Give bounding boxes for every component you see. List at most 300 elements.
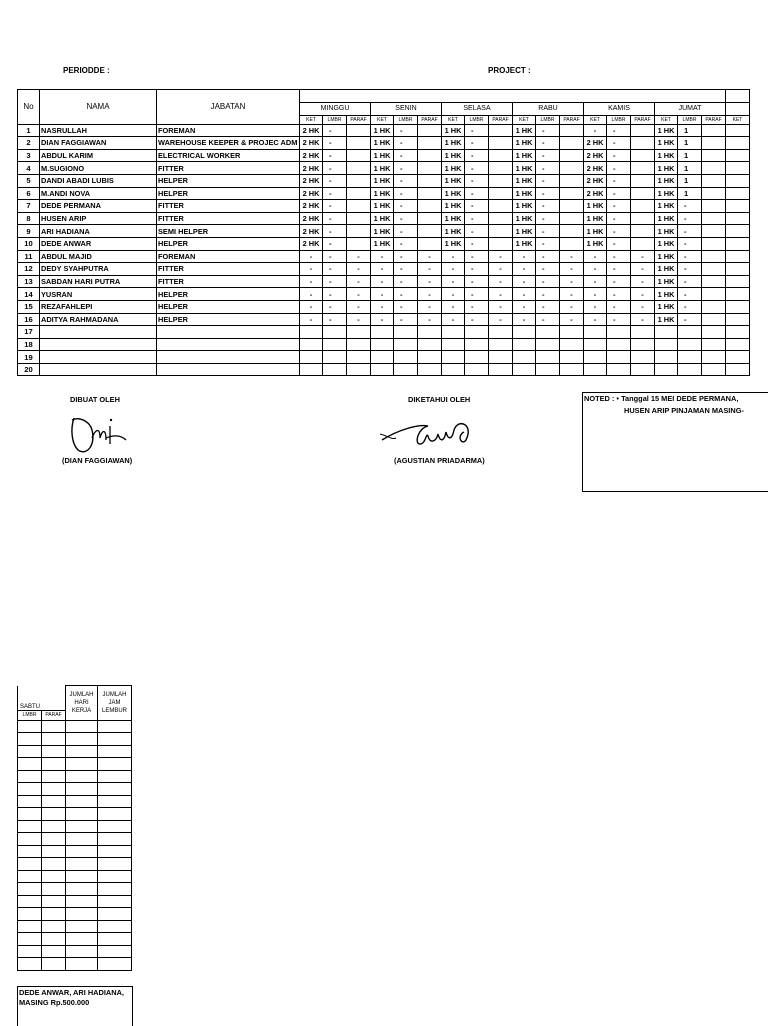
ket-cell: - <box>584 124 607 137</box>
paraf-cell: - <box>560 275 584 288</box>
ket-cell: 1 HK <box>655 162 678 175</box>
employee-name: ARI HADIANA <box>40 225 157 238</box>
lembur-cell: - <box>465 212 489 225</box>
ket-cell-extra <box>726 187 750 200</box>
ket-cell: 1 HK <box>655 124 678 137</box>
summary-cell <box>66 933 98 946</box>
row-number: 9 <box>18 225 40 238</box>
employee-name <box>40 326 157 339</box>
summary-cell <box>42 895 66 908</box>
ket-cell <box>371 338 394 351</box>
table-row <box>18 149 750 162</box>
employee-name: ABDUL KARIM <box>40 149 157 162</box>
lembur-cell: - <box>394 149 418 162</box>
paraf-cell: - <box>347 275 371 288</box>
paraf-cell <box>702 124 726 137</box>
employee-position: SEMI HELPER <box>157 225 300 238</box>
summary-cell <box>18 795 42 808</box>
paraf-cell <box>489 187 513 200</box>
lembur-cell: - <box>607 263 631 276</box>
summary-cell <box>18 745 42 758</box>
lembur-cell: - <box>607 275 631 288</box>
paraf-cell <box>560 326 584 339</box>
paraf-cell <box>489 162 513 175</box>
ket-cell: 1 HK <box>513 149 536 162</box>
ket-cell-extra <box>726 149 750 162</box>
ket-cell: 1 HK <box>371 200 394 213</box>
lembur-cell: - <box>678 237 702 250</box>
lembur-cell <box>465 363 489 376</box>
summary-cell <box>66 795 98 808</box>
summary-cell <box>18 883 42 896</box>
ket-cell: 1 HK <box>442 187 465 200</box>
summary-cell <box>18 933 42 946</box>
table-row <box>18 745 132 758</box>
paraf-cell: - <box>489 288 513 301</box>
lembur-cell: - <box>323 124 347 137</box>
paraf-cell <box>418 326 442 339</box>
noted-line1: NOTED : • Tanggal 15 MEI DEDE PERMANA, <box>584 394 739 403</box>
lembur-cell: - <box>678 225 702 238</box>
ket-cell: 2 HK <box>300 124 323 137</box>
ket-cell: - <box>371 313 394 326</box>
lembur-cell: - <box>607 300 631 313</box>
summary-cell <box>42 958 66 971</box>
summary-cell <box>66 720 98 733</box>
ket-cell: 1 HK <box>371 187 394 200</box>
summary-cell <box>66 745 98 758</box>
paraf-cell <box>560 200 584 213</box>
paraf-cell: - <box>347 250 371 263</box>
lembur-cell: - <box>323 300 347 313</box>
paraf-cell: - <box>560 263 584 276</box>
paraf-cell <box>347 338 371 351</box>
day-header: SENIN <box>371 103 442 116</box>
bottom-note-line2: MASING Rp.500.000 <box>19 998 90 1007</box>
ket-cell: 1 HK <box>584 225 607 238</box>
paraf-cell <box>418 225 442 238</box>
lembur-cell: - <box>607 288 631 301</box>
summary-cell <box>66 895 98 908</box>
paraf-cell: - <box>489 275 513 288</box>
row-number: 15 <box>18 300 40 313</box>
row-number: 16 <box>18 313 40 326</box>
row-number: 3 <box>18 149 40 162</box>
summary-cell <box>42 833 66 846</box>
lembur-cell: - <box>536 162 560 175</box>
ket-cell: - <box>584 275 607 288</box>
ket-cell: 1 HK <box>655 200 678 213</box>
ket-cell: - <box>584 263 607 276</box>
paraf-cell <box>489 174 513 187</box>
paraf-cell <box>489 200 513 213</box>
ket-cell: 1 HK <box>442 124 465 137</box>
ket-cell-extra <box>726 225 750 238</box>
summary-cell <box>66 845 98 858</box>
paraf-cell <box>702 326 726 339</box>
lembur-cell: - <box>394 174 418 187</box>
ket-cell: 2 HK <box>300 212 323 225</box>
summary-cell <box>66 758 98 771</box>
ket-cell: - <box>442 313 465 326</box>
lembur-cell: - <box>536 200 560 213</box>
employee-position: FITTER <box>157 212 300 225</box>
table-row <box>18 833 132 846</box>
ket-cell: 1 HK <box>371 225 394 238</box>
header-sabtu: SABTU <box>18 686 66 711</box>
paraf-cell <box>347 162 371 175</box>
lembur-cell: 1 <box>678 162 702 175</box>
ket-cell-extra <box>726 288 750 301</box>
ket-cell <box>584 363 607 376</box>
summary-cell <box>42 783 66 796</box>
ket-cell: 1 HK <box>655 137 678 150</box>
paraf-cell <box>702 162 726 175</box>
table-row <box>18 200 750 213</box>
ket-cell: - <box>300 288 323 301</box>
lembur-cell <box>607 351 631 364</box>
paraf-cell <box>702 338 726 351</box>
lembur-cell: - <box>678 275 702 288</box>
paraf-cell <box>418 137 442 150</box>
attendance-table <box>17 89 750 376</box>
summary-cell <box>66 945 98 958</box>
employee-name: HUSEN ARIP <box>40 212 157 225</box>
lembur-cell: - <box>678 250 702 263</box>
lembur-cell: - <box>465 124 489 137</box>
paraf-cell: - <box>418 313 442 326</box>
summary-cell <box>66 858 98 871</box>
row-number: 2 <box>18 137 40 150</box>
lembur-cell: - <box>323 237 347 250</box>
employee-position <box>157 351 300 364</box>
diketahui-oleh-label: DIKETAHUI OLEH <box>408 395 471 404</box>
sub-header: LMBR <box>536 115 560 124</box>
row-number: 6 <box>18 187 40 200</box>
lembur-cell: - <box>465 174 489 187</box>
summary-cell <box>66 808 98 821</box>
lembur-cell <box>394 326 418 339</box>
summary-cell <box>18 920 42 933</box>
ket-cell: 1 HK <box>371 212 394 225</box>
sub-header: PARAF <box>631 115 655 124</box>
summary-cell <box>18 895 42 908</box>
summary-cell <box>66 883 98 896</box>
sub-header: LMBR <box>394 115 418 124</box>
paraf-cell <box>702 250 726 263</box>
table-row <box>18 162 750 175</box>
ket-cell: 1 HK <box>513 237 536 250</box>
ket-cell: 1 HK <box>584 237 607 250</box>
lembur-cell: - <box>465 250 489 263</box>
ket-cell: 1 HK <box>655 187 678 200</box>
bottom-note <box>17 986 133 1026</box>
ket-cell-extra <box>726 250 750 263</box>
lembur-cell: - <box>465 288 489 301</box>
ket-cell: 1 HK <box>655 212 678 225</box>
summary-cell <box>66 833 98 846</box>
project-label: PROJECT : <box>488 66 531 75</box>
summary-cell <box>18 958 42 971</box>
paraf-cell <box>418 124 442 137</box>
paraf-cell <box>347 351 371 364</box>
employee-name: ADITYA RAHMADANA <box>40 313 157 326</box>
paraf-cell <box>489 124 513 137</box>
ket-cell <box>371 363 394 376</box>
summary-cell <box>42 808 66 821</box>
paraf-cell <box>702 225 726 238</box>
table-row <box>18 933 132 946</box>
table-row <box>18 300 750 313</box>
employee-name: M.ANDI NOVA <box>40 187 157 200</box>
row-number: 10 <box>18 237 40 250</box>
ket-cell: 1 HK <box>442 200 465 213</box>
table-row <box>18 351 750 364</box>
summary-cell <box>42 745 66 758</box>
summary-cell <box>18 908 42 921</box>
employee-name: DEDE PERMANA <box>40 200 157 213</box>
employee-position <box>157 338 300 351</box>
paraf-cell <box>702 137 726 150</box>
paraf-cell <box>560 351 584 364</box>
ket-cell: 1 HK <box>442 149 465 162</box>
lembur-cell: - <box>394 212 418 225</box>
paraf-cell <box>489 225 513 238</box>
lembur-cell: - <box>394 124 418 137</box>
ket-cell <box>584 338 607 351</box>
day-header: JUMAT <box>655 103 726 116</box>
summary-cell <box>98 933 132 946</box>
ket-cell <box>584 326 607 339</box>
lembur-cell: - <box>607 237 631 250</box>
paraf-cell <box>418 149 442 162</box>
lembur-cell: 1 <box>678 149 702 162</box>
lembur-cell: - <box>394 263 418 276</box>
ket-cell: - <box>300 250 323 263</box>
paraf-cell <box>631 137 655 150</box>
table-row <box>18 250 750 263</box>
ket-cell: 2 HK <box>584 162 607 175</box>
summary-cell <box>98 833 132 846</box>
paraf-cell: - <box>489 263 513 276</box>
ket-cell: 1 HK <box>371 162 394 175</box>
lembur-cell: - <box>465 237 489 250</box>
paraf-cell <box>560 124 584 137</box>
paraf-cell <box>347 212 371 225</box>
lembur-cell: - <box>323 137 347 150</box>
ket-cell <box>300 338 323 351</box>
lembur-cell <box>678 351 702 364</box>
ket-cell: 1 HK <box>371 137 394 150</box>
ket-cell: 1 HK <box>513 225 536 238</box>
ket-cell: - <box>584 300 607 313</box>
ket-cell: 1 HK <box>442 212 465 225</box>
ket-cell: 1 HK <box>442 137 465 150</box>
row-number: 5 <box>18 174 40 187</box>
lembur-cell: - <box>323 149 347 162</box>
paraf-cell <box>702 174 726 187</box>
lembur-cell <box>678 363 702 376</box>
paraf-cell <box>347 237 371 250</box>
summary-cell <box>98 895 132 908</box>
ket-cell: - <box>584 250 607 263</box>
table-row <box>18 908 132 921</box>
lembur-cell: - <box>607 149 631 162</box>
ket-cell <box>442 326 465 339</box>
summary-cell <box>98 783 132 796</box>
ket-cell: 2 HK <box>300 162 323 175</box>
paraf-cell: - <box>631 288 655 301</box>
employee-name: NASRULLAH <box>40 124 157 137</box>
summary-cell <box>98 958 132 971</box>
ket-cell: - <box>584 288 607 301</box>
ket-cell: 1 HK <box>655 225 678 238</box>
lembur-cell: - <box>607 187 631 200</box>
employee-position: ELECTRICAL WORKER <box>157 149 300 162</box>
ket-cell <box>371 351 394 364</box>
paraf-cell <box>418 162 442 175</box>
lembur-cell: - <box>607 250 631 263</box>
lembur-cell: - <box>678 263 702 276</box>
lembur-cell: - <box>465 162 489 175</box>
sub-header: KET <box>371 115 394 124</box>
lembur-cell: - <box>607 212 631 225</box>
summary-cell <box>18 758 42 771</box>
ket-cell-extra <box>726 137 750 150</box>
employee-position: FOREMAN <box>157 250 300 263</box>
paraf-cell <box>560 162 584 175</box>
ket-cell: 1 HK <box>655 263 678 276</box>
ket-cell-extra <box>726 363 750 376</box>
employee-name: DEDE ANWAR <box>40 237 157 250</box>
employee-name <box>40 338 157 351</box>
employee-position: FITTER <box>157 162 300 175</box>
employee-position <box>157 326 300 339</box>
ket-cell: 1 HK <box>655 174 678 187</box>
header-jumlah-hari-kerja: JUMLAH HARI KERJA <box>66 686 98 721</box>
lembur-cell: - <box>323 275 347 288</box>
table-row <box>18 920 132 933</box>
signature-dian <box>66 408 130 456</box>
lembur-cell: - <box>607 137 631 150</box>
lembur-cell <box>536 326 560 339</box>
ket-cell: 1 HK <box>442 174 465 187</box>
lembur-cell <box>536 338 560 351</box>
ket-cell <box>513 326 536 339</box>
ket-cell: - <box>442 300 465 313</box>
paraf-cell <box>631 351 655 364</box>
signature-agustian <box>378 414 490 450</box>
ket-cell: - <box>513 263 536 276</box>
paraf-cell <box>702 149 726 162</box>
employee-position: FITTER <box>157 263 300 276</box>
lembur-cell: - <box>465 300 489 313</box>
header-sabtu-lmbr: LMBR <box>18 710 42 720</box>
lembur-cell: - <box>607 174 631 187</box>
ket-cell: - <box>513 300 536 313</box>
paraf-cell <box>702 351 726 364</box>
paraf-cell: - <box>418 250 442 263</box>
header-jabatan: JABATAN <box>157 90 300 125</box>
summary-cell <box>42 908 66 921</box>
lembur-cell: - <box>394 275 418 288</box>
summary-cell <box>98 820 132 833</box>
row-number: 8 <box>18 212 40 225</box>
lembur-cell: - <box>323 250 347 263</box>
ket-cell-extra <box>726 326 750 339</box>
ket-cell-extra <box>726 124 750 137</box>
ket-cell-extra <box>726 162 750 175</box>
paraf-cell <box>631 338 655 351</box>
summary-cell <box>18 820 42 833</box>
diketahui-name: (AGUSTIAN PRIADARMA) <box>394 456 485 465</box>
header-sabtu-paraf: PARAF <box>42 710 66 720</box>
employee-position: HELPER <box>157 187 300 200</box>
sub-header: LMBR <box>323 115 347 124</box>
ket-cell-extra <box>726 300 750 313</box>
ket-cell: 1 HK <box>513 200 536 213</box>
paraf-cell <box>702 313 726 326</box>
paraf-cell <box>418 363 442 376</box>
lembur-cell: - <box>536 225 560 238</box>
table-row <box>18 137 750 150</box>
paraf-cell <box>702 363 726 376</box>
paraf-cell <box>560 187 584 200</box>
paraf-cell <box>489 149 513 162</box>
lembur-cell <box>394 363 418 376</box>
table-row <box>18 326 750 339</box>
summary-cell <box>18 783 42 796</box>
paraf-cell <box>347 326 371 339</box>
paraf-cell: - <box>489 300 513 313</box>
sub-header: PARAF <box>560 115 584 124</box>
summary-cell <box>66 958 98 971</box>
paraf-cell <box>347 363 371 376</box>
table-row <box>18 263 750 276</box>
paraf-cell: - <box>418 275 442 288</box>
paraf-cell: - <box>560 300 584 313</box>
ket-cell: 1 HK <box>513 124 536 137</box>
ket-cell: - <box>300 313 323 326</box>
paraf-cell <box>560 174 584 187</box>
ket-cell <box>442 351 465 364</box>
lembur-cell: - <box>536 275 560 288</box>
summary-cell <box>18 945 42 958</box>
ket-cell <box>300 326 323 339</box>
sub-header: PARAF <box>489 115 513 124</box>
summary-cell <box>66 783 98 796</box>
employee-position: HELPER <box>157 174 300 187</box>
paraf-cell <box>418 237 442 250</box>
ket-cell: 1 HK <box>655 275 678 288</box>
employee-name: ABDUL MAJID <box>40 250 157 263</box>
paraf-cell <box>631 187 655 200</box>
paraf-cell: - <box>631 275 655 288</box>
lembur-cell: - <box>394 300 418 313</box>
ket-cell: 1 HK <box>442 237 465 250</box>
sub-header: KET <box>655 115 678 124</box>
paraf-cell <box>489 212 513 225</box>
sub-header: KET <box>442 115 465 124</box>
employee-name: M.SUGIONO <box>40 162 157 175</box>
ket-cell: 1 HK <box>584 212 607 225</box>
paraf-cell <box>418 351 442 364</box>
ket-cell: 1 HK <box>513 187 536 200</box>
summary-cell <box>42 870 66 883</box>
lembur-cell: - <box>465 200 489 213</box>
row-number: 11 <box>18 250 40 263</box>
ket-cell: - <box>513 275 536 288</box>
